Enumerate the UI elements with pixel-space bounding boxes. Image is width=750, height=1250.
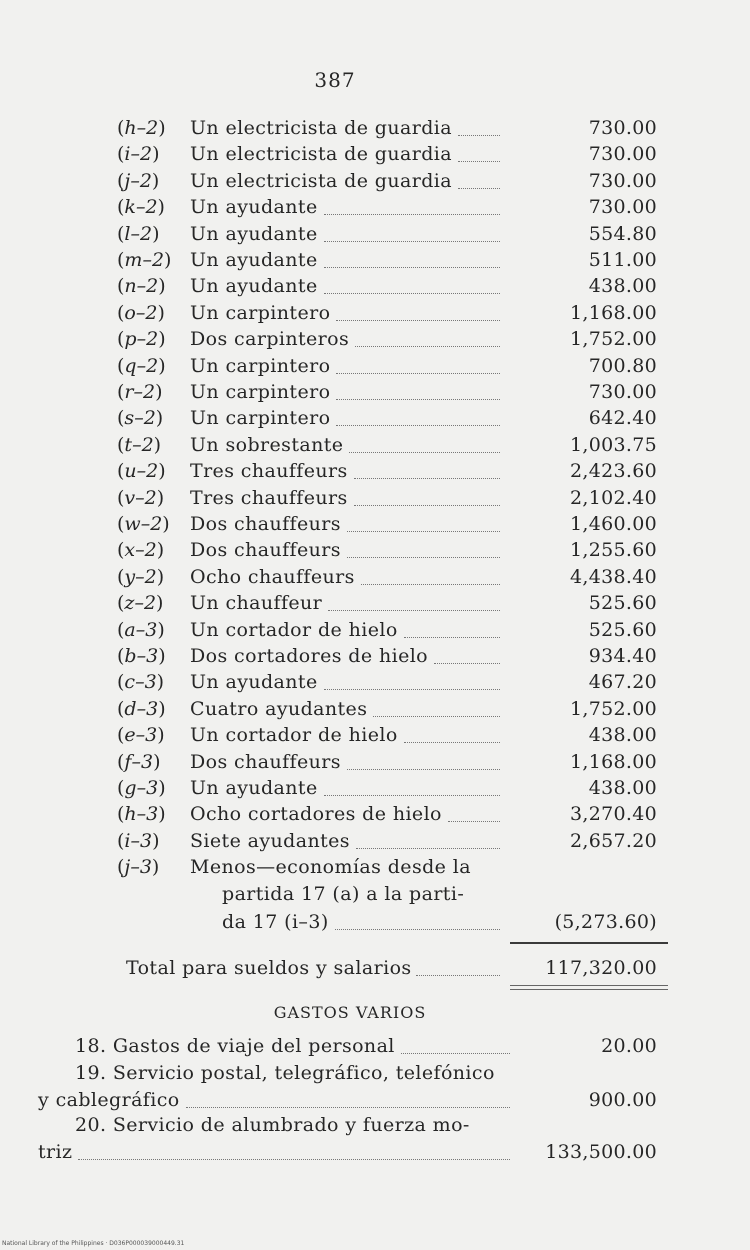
leader-dots bbox=[361, 584, 500, 585]
gasto-row bbox=[0, 1033, 750, 1059]
salary-row bbox=[0, 300, 750, 326]
leader-dots bbox=[347, 557, 500, 558]
deduction-row-2 bbox=[0, 881, 750, 907]
item-amount: 4,438.40 bbox=[569, 565, 657, 588]
item-code: (q–2) bbox=[117, 354, 166, 377]
salary-row bbox=[0, 353, 750, 379]
item-amount: 438.00 bbox=[588, 275, 657, 298]
gasto-line-2: y cablegráfico bbox=[38, 1089, 180, 1111]
item-description: Un sobrestante bbox=[190, 433, 344, 456]
item-amount: 1,168.00 bbox=[569, 301, 657, 324]
leader-dots bbox=[448, 821, 500, 822]
item-description: Un ayudante bbox=[190, 671, 318, 694]
item-description: Un ayudante bbox=[190, 196, 318, 219]
item-description: Un chauffeur bbox=[190, 592, 323, 615]
leader-dots bbox=[347, 531, 500, 532]
item-description: Dos cortadores de hielo bbox=[190, 645, 429, 667]
salary-row bbox=[0, 801, 750, 827]
item-description: Tres chauffeurs bbox=[190, 460, 348, 483]
item-amount: 525.60 bbox=[588, 592, 657, 615]
item-code: (h–2) bbox=[117, 117, 166, 139]
item-code: (x–2) bbox=[117, 539, 165, 562]
leader-dots bbox=[324, 689, 500, 690]
leader-dots bbox=[347, 769, 500, 770]
item-amount: 730.00 bbox=[588, 381, 657, 403]
item-code: (s–2) bbox=[117, 407, 164, 430]
leader-dots bbox=[78, 1159, 510, 1160]
item-amount: 438.00 bbox=[588, 724, 657, 747]
item-amount: 1,255.60 bbox=[569, 539, 657, 562]
item-amount: 730.00 bbox=[588, 143, 657, 166]
item-description: Un ayudante bbox=[190, 777, 318, 799]
leader-dots bbox=[458, 188, 500, 189]
item-amount: 1,752.00 bbox=[569, 697, 657, 720]
item-description: Dos carpinteros bbox=[190, 328, 350, 351]
item-description: Dos chauffeurs bbox=[190, 750, 341, 773]
item-amount: 700.80 bbox=[588, 354, 657, 377]
deduction-row bbox=[0, 854, 750, 880]
item-description: Dos chauffeurs bbox=[190, 513, 341, 535]
leader-dots bbox=[401, 1053, 510, 1054]
salary-row bbox=[0, 432, 750, 458]
item-code: (u–2) bbox=[117, 460, 166, 483]
salary-row bbox=[0, 590, 750, 616]
salary-row bbox=[0, 194, 750, 220]
leader-dots bbox=[324, 267, 500, 268]
salary-row bbox=[0, 669, 750, 695]
item-description: Un electricista de guardia bbox=[190, 169, 452, 192]
item-amount: 1,752.00 bbox=[569, 328, 657, 351]
leader-dots bbox=[416, 975, 500, 976]
salary-row bbox=[0, 458, 750, 484]
item-description: Ocho chauffeurs bbox=[190, 565, 355, 588]
item-code: (v–2) bbox=[117, 486, 165, 509]
item-code: (e–3) bbox=[117, 724, 165, 747]
gasto-line-1: 20. Servicio de alumbrado y fuerza mo- bbox=[75, 1114, 470, 1136]
item-description: Siete ayudantes bbox=[190, 829, 350, 852]
item-description: Tres chauffeurs bbox=[190, 486, 348, 509]
gasto-amount: 20.00 bbox=[601, 1035, 657, 1057]
total-rule bbox=[510, 942, 668, 944]
salary-row bbox=[0, 405, 750, 431]
salary-row bbox=[0, 643, 750, 669]
item-code: (j–3) bbox=[117, 856, 160, 879]
item-code: (m–2) bbox=[117, 249, 172, 271]
leader-dots bbox=[324, 293, 500, 294]
leader-dots bbox=[354, 505, 500, 506]
salary-row bbox=[0, 221, 750, 247]
item-amount: 554.80 bbox=[588, 222, 657, 245]
item-description: Un ayudante bbox=[190, 249, 318, 271]
leader-dots bbox=[186, 1107, 510, 1108]
item-amount: 730.00 bbox=[588, 196, 657, 219]
item-code: (l–2) bbox=[117, 222, 160, 245]
salary-row bbox=[0, 775, 750, 801]
item-code: (c–3) bbox=[117, 671, 165, 694]
salary-row bbox=[0, 749, 750, 775]
salary-row bbox=[0, 617, 750, 643]
item-code: (i–2) bbox=[117, 143, 160, 166]
item-amount: 438.00 bbox=[588, 777, 657, 799]
item-code: (o–2) bbox=[117, 301, 165, 324]
item-code: (b–3) bbox=[117, 645, 166, 667]
item-description: Un electricista de guardia bbox=[190, 117, 452, 139]
leader-dots bbox=[324, 241, 500, 242]
leader-dots bbox=[458, 161, 500, 162]
salary-row bbox=[0, 115, 750, 141]
item-description: Un ayudante bbox=[190, 222, 318, 245]
item-description: Dos chauffeurs bbox=[190, 539, 341, 562]
leader-dots bbox=[324, 795, 500, 796]
item-code: (w–2) bbox=[117, 513, 170, 535]
salary-row bbox=[0, 326, 750, 352]
deduction-line-3: da 17 (i–3) bbox=[222, 911, 329, 933]
leader-dots bbox=[349, 452, 500, 453]
scan-footer: National Library of the Philippines · D036P000039000449.31 bbox=[2, 1240, 185, 1247]
leader-dots bbox=[404, 742, 500, 743]
section-heading: GASTOS VARIOS bbox=[273, 1003, 427, 1022]
item-description: Un cortador de hielo bbox=[190, 618, 398, 641]
item-code: (g–3) bbox=[117, 777, 166, 799]
total-amount: 117,320.00 bbox=[545, 957, 657, 979]
leader-dots bbox=[328, 610, 500, 611]
salary-row bbox=[0, 247, 750, 273]
item-description: Un ayudante bbox=[190, 275, 318, 298]
gasto-row bbox=[0, 1060, 750, 1086]
item-amount: 642.40 bbox=[588, 407, 657, 430]
item-amount: 3,270.40 bbox=[569, 803, 657, 826]
page-number: 387 bbox=[314, 68, 356, 92]
gasto-row-2 bbox=[0, 1087, 750, 1113]
item-code: (j–2) bbox=[117, 169, 160, 192]
item-description: Ocho cortadores de hielo bbox=[190, 803, 442, 826]
item-description: Un carpintero bbox=[190, 354, 331, 377]
salary-row bbox=[0, 828, 750, 854]
item-code: (t–2) bbox=[117, 433, 162, 456]
gasto-line-2: triz bbox=[38, 1141, 73, 1163]
item-amount: 1,003.75 bbox=[569, 433, 657, 456]
deduction-line-2: partida 17 (a) a la parti- bbox=[222, 882, 465, 905]
item-amount: 467.20 bbox=[588, 671, 657, 694]
salary-row bbox=[0, 564, 750, 590]
item-amount: 934.40 bbox=[588, 645, 657, 667]
item-amount: 2,423.60 bbox=[569, 460, 657, 483]
salary-row bbox=[0, 722, 750, 748]
item-description: Un cortador de hielo bbox=[190, 724, 398, 747]
gasto-line-1: 18. Gastos de viaje del personal bbox=[75, 1035, 395, 1057]
item-code: (k–2) bbox=[117, 196, 165, 219]
item-amount: 2,102.40 bbox=[569, 486, 657, 509]
item-amount: 1,168.00 bbox=[569, 750, 657, 773]
item-code: (r–2) bbox=[117, 381, 163, 403]
gasto-amount: 133,500.00 bbox=[545, 1141, 657, 1163]
gasto-row-2 bbox=[0, 1139, 750, 1165]
leader-dots bbox=[335, 929, 500, 930]
leader-dots bbox=[336, 373, 500, 374]
gasto-line-1: 19. Servicio postal, telegráfico, telefónico bbox=[75, 1062, 495, 1084]
deduction-row-3 bbox=[0, 909, 750, 935]
salary-row bbox=[0, 537, 750, 563]
item-description: Un electricista de guardia bbox=[190, 143, 452, 166]
total-row bbox=[0, 955, 750, 981]
gasto-row bbox=[0, 1112, 750, 1138]
salary-row bbox=[0, 141, 750, 167]
item-code: (i–3) bbox=[117, 829, 160, 852]
deduction-amount: (5,273.60) bbox=[554, 911, 657, 933]
salary-row bbox=[0, 485, 750, 511]
salary-row bbox=[0, 273, 750, 299]
deduction-line-1: Menos—economías desde la bbox=[190, 856, 471, 879]
leader-dots bbox=[458, 135, 500, 136]
salary-row bbox=[0, 511, 750, 537]
total-double-rule bbox=[510, 985, 668, 990]
item-code: (y–2) bbox=[117, 565, 165, 588]
leader-dots bbox=[434, 663, 500, 664]
leader-dots bbox=[354, 478, 500, 479]
item-code: (d–3) bbox=[117, 697, 166, 720]
leader-dots bbox=[355, 346, 500, 347]
item-amount: 730.00 bbox=[588, 169, 657, 192]
leader-dots bbox=[356, 848, 500, 849]
item-amount: 2,657.20 bbox=[569, 829, 657, 852]
leader-dots bbox=[404, 637, 500, 638]
item-code: (z–2) bbox=[117, 592, 164, 615]
item-amount: 525.60 bbox=[588, 618, 657, 641]
item-description: Un carpintero bbox=[190, 381, 331, 403]
item-code: (a–3) bbox=[117, 618, 165, 641]
gasto-amount: 900.00 bbox=[588, 1089, 657, 1111]
total-label: Total para sueldos y salarios bbox=[126, 957, 412, 979]
leader-dots bbox=[336, 399, 500, 400]
item-code: (f–3) bbox=[117, 750, 161, 773]
item-description: Un carpintero bbox=[190, 301, 331, 324]
leader-dots bbox=[373, 716, 500, 717]
salary-row bbox=[0, 696, 750, 722]
item-description: Cuatro ayudantes bbox=[190, 697, 368, 720]
item-amount: 511.00 bbox=[588, 249, 657, 271]
item-description: Un carpintero bbox=[190, 407, 331, 430]
leader-dots bbox=[336, 425, 500, 426]
item-amount: 1,460.00 bbox=[569, 513, 657, 535]
leader-dots bbox=[336, 320, 500, 321]
salary-row bbox=[0, 379, 750, 405]
item-code: (h–3) bbox=[117, 803, 166, 826]
item-amount: 730.00 bbox=[588, 117, 657, 139]
leader-dots bbox=[324, 214, 500, 215]
item-code: (p–2) bbox=[117, 328, 166, 351]
item-code: (n–2) bbox=[117, 275, 166, 298]
salary-row bbox=[0, 168, 750, 194]
